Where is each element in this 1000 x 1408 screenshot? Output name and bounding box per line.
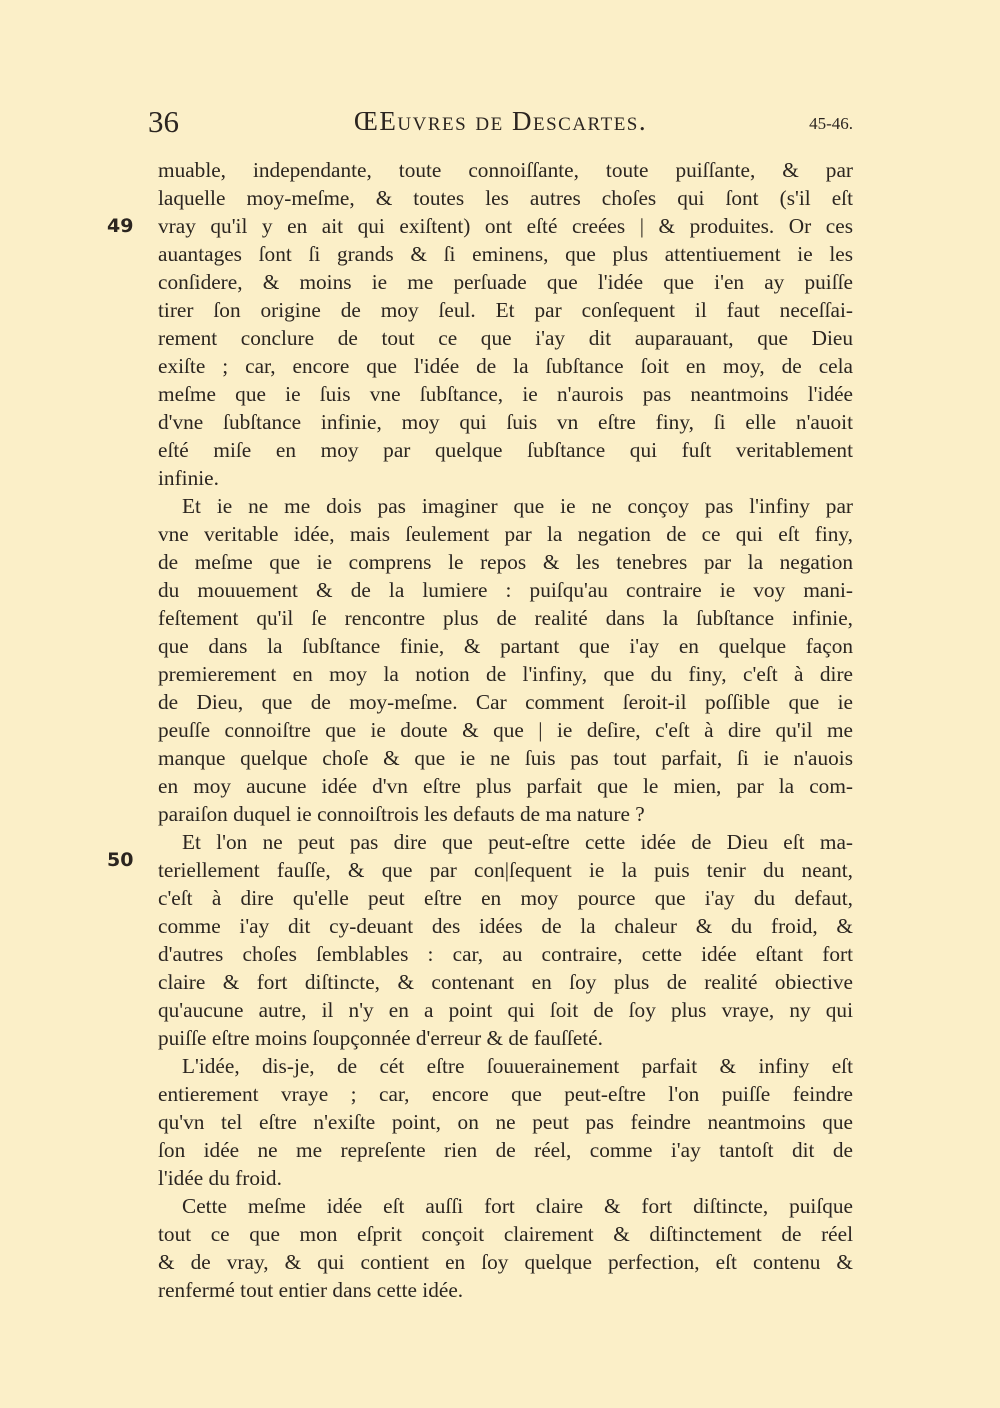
text-line: ſon idée ne me repreſente rien de réel, comme i'ay tantoſt dit de	[158, 1138, 853, 1162]
text-line: Et ie ne me dois pas imaginer que ie ne conçoy pas l'infiny par	[182, 494, 853, 518]
text-line: vray qu'il y en ait qui exiſtent) ont eſté creées | & produites. Or ces	[158, 214, 853, 238]
text-line: qu'aucune autre, il n'y en a point qui ſoit de ſoy plus vraye, ny qui	[158, 998, 853, 1022]
text-line: c'eſt à dire qu'elle peut eſtre en moy pource que i'ay du defaut,	[158, 886, 853, 910]
text-line: puiſſe eſtre moins ſoupçonnée d'erreur & de fauſſeté.	[158, 1026, 603, 1050]
page-range: 45-46.	[809, 114, 853, 133]
text-line: l'idée du froid.	[158, 1166, 282, 1190]
text-line: muable, independante, toute connoiſſante, toute puiſſante, & par	[158, 158, 853, 182]
text-line: L'idée, dis-je, de cét eſtre ſouuerainement parfait & infiny eſt	[182, 1054, 853, 1078]
text-line: qu'vn tel eſtre n'exiſte point, on ne peut pas feindre neantmoins que	[158, 1110, 853, 1134]
text-line: teriellement fauſſe, & que par con|ſequent ie la puis tenir du neant,	[158, 858, 853, 882]
text-line: de Dieu, que de moy-meſme. Car comment ſeroit-il poſſible que ie	[158, 690, 853, 714]
text-line: eſté miſe en moy par quelque ſubſtance qui fuſt veritablement	[158, 438, 853, 462]
text-line: peuſſe connoiſtre que ie doute & que | ie deſire, c'eſt à dire qu'il me	[158, 718, 853, 742]
text-line: Et l'on ne peut pas dire que peut-eſtre cette idée de Dieu eſt ma-	[182, 830, 853, 854]
text-line: rement conclure de tout ce que i'ay dit auparauant, que Dieu	[158, 326, 853, 350]
text-line: en moy aucune idée d'vn eſtre plus parfait que le mien, par la com-	[158, 774, 853, 798]
text-line: paraiſon duquel ie connoiſtrois les defauts de ma nature ?	[158, 802, 645, 826]
text-line: claire & fort diſtincte, & contenant en ſoy plus de realité obiective	[158, 970, 853, 994]
text-line: tirer ſon origine de moy ſeul. Et par conſequent il faut neceſſai-	[158, 298, 853, 322]
text-line: laquelle moy-meſme, & toutes les autres choſes qui ſont (s'il eſt	[158, 186, 853, 210]
text-line: du mouuement & de la lumiere : puiſqu'au contraire ie voy mani-	[158, 578, 853, 602]
text-line: d'vne ſubſtance infinie, moy qui ſuis vn eſtre finy, ſi elle n'auoit	[158, 410, 853, 434]
text-line: comme i'ay dit cy-deuant des idées de la chaleur & du froid, &	[158, 914, 853, 938]
text-line: conſidere, & moins ie me perſuade que l'idée que i'en ay puiſſe	[158, 270, 853, 294]
text-line: entierement vraye ; car, encore que peut-eſtre l'on puiſſe feindre	[158, 1082, 853, 1106]
running-title: ŒEuvres de Descartes.	[353, 106, 648, 136]
text-line: de meſme que ie comprens le repos & les tenebres par la negation	[158, 550, 853, 574]
text-line: infinie.	[158, 466, 219, 490]
text-line: premierement en moy la notion de l'infiny, que du finy, c'eſt à dire	[158, 662, 853, 686]
text-line: que dans la ſubſtance finie, & partant que i'ay en quelque façon	[158, 634, 853, 658]
text-line: tout ce que mon eſprit conçoit clairement & diſtinctement de réel	[158, 1222, 853, 1246]
margin-page-number: 49	[107, 215, 134, 237]
text-line: d'autres choſes ſemblables : car, au contraire, cette idée eſtant fort	[158, 942, 853, 966]
page-header	[148, 104, 853, 144]
text-line: vne veritable idée, mais ſeulement par la negation de ce qui eſt finy,	[158, 522, 853, 546]
text-line: exiſte ; car, encore que l'idée de la ſubſtance ſoit en moy, de cela	[158, 354, 853, 378]
text-line: renfermé tout entier dans cette idée.	[158, 1278, 464, 1302]
text-line: manque quelque choſe & que ie ne ſuis pas tout parfait, ſi ie n'auois	[158, 746, 853, 770]
page-number: 36	[148, 104, 179, 139]
margin-page-number: 50	[107, 849, 134, 871]
text-line: auantages ſont ſi grands & ſi eminens, que plus attentiuement ie les	[158, 242, 853, 266]
text-line: Cette meſme idée eſt auſſi fort claire & fort diſtincte, puiſque	[182, 1194, 853, 1218]
text-line: feſtement qu'il ſe rencontre plus de realité dans la ſubſtance infinie,	[158, 606, 853, 630]
text-line: meſme que ie ſuis vne ſubſtance, ie n'aurois pas neantmoins l'idée	[158, 382, 853, 406]
text-line: & de vray, & qui contient en ſoy quelque perfection, eſt contenu &	[158, 1250, 853, 1274]
